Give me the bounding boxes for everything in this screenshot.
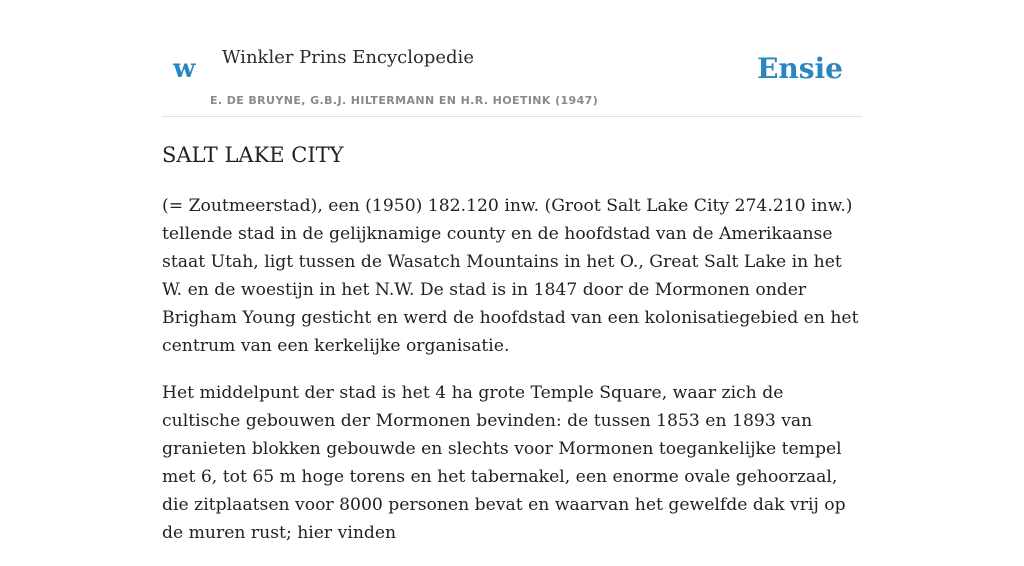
article: [162, 138, 862, 566]
article-body: [162, 192, 862, 547]
publication-title[interactable]: Winkler Prins Encyclopedie: [222, 47, 474, 68]
publication-logo-icon[interactable]: w: [173, 54, 196, 84]
ensie-brand-logo[interactable]: Ensie: [757, 52, 843, 85]
publication-authors: E. DE BRUYNE, G.B.J. HILTERMANN EN H.R. HOETINK (1947): [210, 94, 599, 107]
article-title: SALT LAKE CITY: [162, 143, 344, 167]
article-paragraph: (= Zoutmeerstad), een (1950) 182.120 inw. (Groot Salt Lake City 274.210 inw.) tellende stad in de gelijknamige county en de hoofdstad van de Amerikaanse staat Utah, ligt tussen de Wasatch Mountains in het O., Great Salt Lake in het W. en de woestijn in het N.W. De stad is in 1847 door de Mormonen onder Brigham Young gesticht en werd de hoofdstad van een kolonisatiegebied en het centrum van een kerkelijke organisatie.: [162, 196, 859, 356]
publication-header: [162, 0, 862, 117]
article-paragraph: Het middelpunt der stad is het 4 ha grote Temple Square, waar zich de cultische gebouwen der Mormonen bevinden: de tussen 1853 en 1893 van granieten blokken gebouwde en slechts voor Mormonen toegankelijke tempel met 6, tot 65 m hoge torens en het tabernakel, een enorme ovale gehoorzaal, die zitplaatsen voor 8000 personen bevat en waarvan het gewelfde dak vrij op de muren rust; hier vinden: [162, 383, 846, 543]
